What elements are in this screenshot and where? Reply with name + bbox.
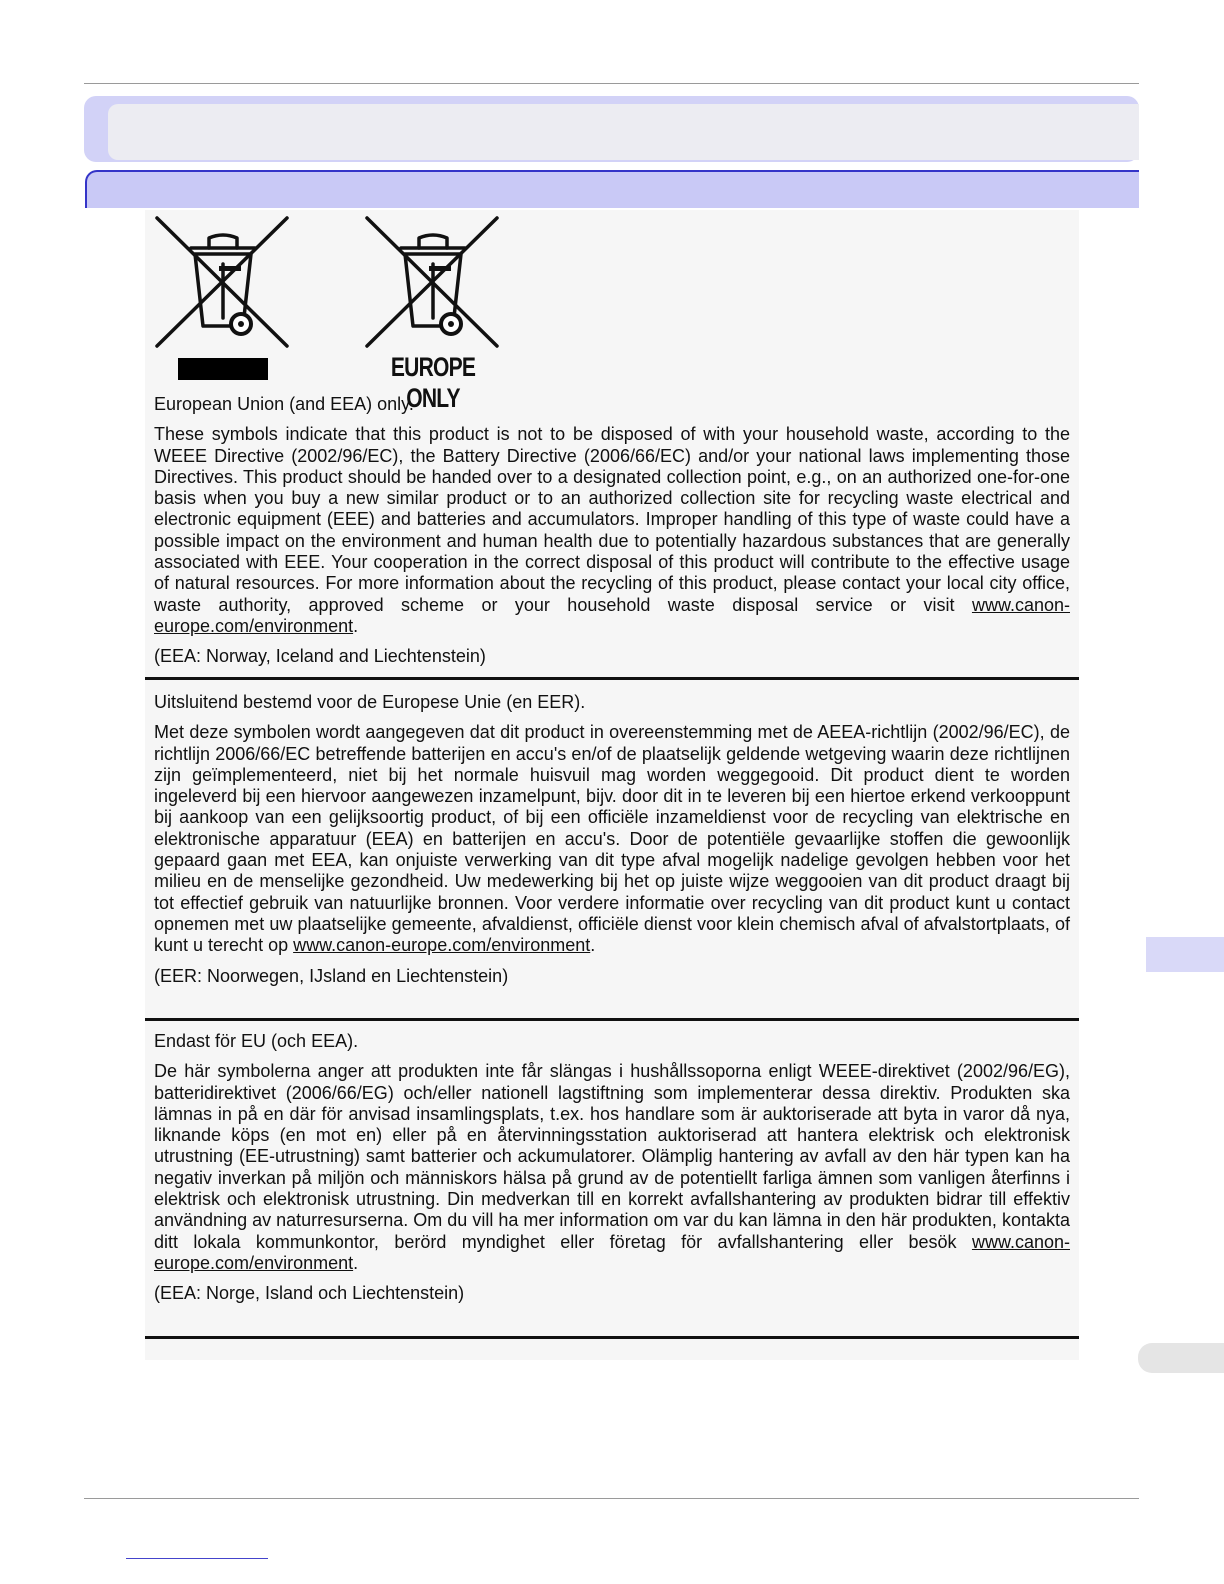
environment-link[interactable]: www.canon-europe.com/environment [154,1231,1070,1273]
section-heading: Endast för EU (och EEA). [154,1031,359,1051]
environment-link[interactable]: www.canon-europe.com/environment [293,935,591,956]
environment-link[interactable]: www.canon-europe.com/environment [154,594,1070,636]
section-body [154,722,1070,956]
chapter-title-area [108,104,1139,160]
section-body-tail: . [590,935,596,956]
chapter-index-tab[interactable] [1146,937,1224,972]
section-body-text: De här symbolerna anger att produkten inte får slängas i hushållssoporna enligt WEEE-direktivet (2002/96/EG), batteridirektivet (2006/66/EG) och/eller nationell lagstiftning som implementerar dessa direktiv. Produkten ska lämnas in på en där för anvisad insamlingsplats, t.ex. hos handlare som är auktoriserade att byta in varor då nya, liknande köps (en mot en) eller på en återvinningsstation auktoriserad att hantera elektrisk och elektronisk utrustning (EE-utrustning) samt batterier och ackumulatorer. Olämplig hantering av avfall av den här typen kan ha negativ inverkan på miljön och människors hälsa på grund av de potentiellt farliga ämnen som vanligen återfinns i elektrisk och elektronisk utrustning. Din medverkan till en korrekt avfallshantering av produkten bidrar till effektiv användning av naturresurserna. Om du vill ha mer information om var du kan lämna in den här produkten, kontakta ditt lokala kommunkontor, berörd myndighet eller företag för avfallshantering eller besök [154,1061,1070,1252]
section-divider [145,677,1079,680]
section-body [154,424,1070,637]
section-dutch [154,692,1070,987]
section-heading: Uitsluitend bestemd voor de Europese Unie (en EER). [154,692,586,712]
section-heading: European Union (and EEA) only. [154,394,414,414]
weee-notice-panel [145,210,1079,1360]
weee-symbol-europe-only [363,214,503,413]
section-note: (EEA: Norway, Iceland and Liechtenstein) [154,646,486,667]
header-rule [84,83,1139,84]
solid-bar-marking [178,358,268,380]
section-body [154,1061,1070,1274]
section-english [154,394,1070,668]
section-divider [145,1018,1079,1021]
section-divider [145,1336,1079,1339]
section-swedish [154,1031,1070,1305]
weee-symbol-with-bar [153,214,293,389]
crossed-out-bin-icon [153,214,293,389]
chapter-title-bar [84,96,1139,162]
section-body-text: Met deze symbolen wordt aangegeven dat dit product in overeenstemming met de AEEA-richtlijn (2002/96/EC), de richtlijn 2006/66/EC betreffende batterijen en accu's en/of de plaatselijk geldende wetgeving waarin deze richtlijnen zijn geïmplementeerd, niet bij het normale huisvuil mag worden weggegooid. Dit product dient te worden ingeleverd bij een hiervoor aangewezen inzamelpunt, bijv. door dit in te leveren bij een hiertoe erkend verkooppunt bij aankoop van een gelijksoortig product, of bij een officiële inzameldienst voor de recycling van elektrische en elektronische apparatuur (EEA) en batterijen en accu's. Door de potentiële gevaarlijke stoffen die gewoonlijk gepaard gaan met EEA, kan onjuiste verwerking van dit type afval mogelijk nadelige gevolgen hebben voor het milieu en de menselijke gezondheid. Uw medewerking bij het op juiste wijze weggooien van dit product draagt bij tot effectief gebruik van natuurlijke bronnen. Voor verdere informatie over recycling van dit product kunt u contact opnemen met uw plaatselijke gemeente, afvaldienst, officiële dienst voor klein chemisch afval of afvalstortplaats, of kunt u terecht op [154,722,1070,956]
section-title-bar [85,170,1139,208]
section-body-tail: . [353,1252,359,1273]
section-note: (EER: Noorwegen, IJsland en Liechtenstein) [154,965,509,986]
footer-rule [84,1498,1139,1499]
index-tab[interactable] [1138,1343,1224,1373]
section-note: (EEA: Norge, Island och Liechtenstein) [154,1283,465,1304]
europe-only-label: EUROPE ONLY [390,352,476,413]
footer-link-underline[interactable] [126,1558,268,1559]
section-body-text: These symbols indicate that this product is not to be disposed of with your household waste, according to the WEEE Directive (2002/96/EC), the Battery Directive (2006/66/EC) and/or your national laws implementing those Directives. This product should be handed over to a designated collection point, e.g., on an authorized one-for-one basis when you buy a new similar product or to an authorized collection site for recycling waste electrical and electronic equipment (EEE) and batteries and accumulators. Improper handling of this type of waste could have a possible impact on the environment and human health due to potentially hazardous substances that are generally associated with EEE. Your cooperation in the correct disposal of this product will contribute to the effective usage of natural resources. For more information about the recycling of this product, please contact your local city office, waste authority, approved scheme or your household waste disposal service or visit [154,424,1070,615]
section-body-tail: . [353,615,359,636]
